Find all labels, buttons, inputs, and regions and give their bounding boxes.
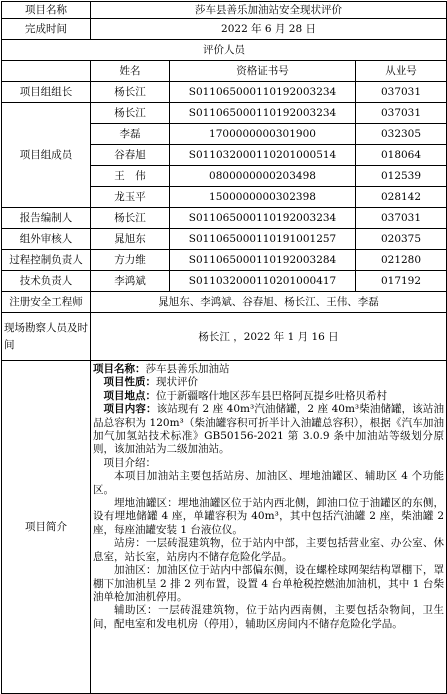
member-cert: 1500000000302398 bbox=[170, 187, 356, 208]
completion-value: 2022 年 6 月 28 日 bbox=[91, 19, 447, 40]
review-label: 组外审核人 bbox=[2, 229, 91, 250]
project-name-label: 项目名称 bbox=[2, 2, 91, 19]
member-name: 王 伟 bbox=[91, 166, 170, 187]
review-cert: S011065000110191001257 bbox=[170, 229, 356, 250]
members-label: 项目组成员 bbox=[2, 103, 91, 208]
member-empno: 037031 bbox=[356, 103, 447, 124]
report-empno: 037031 bbox=[356, 208, 447, 229]
review-name: 晁旭东 bbox=[91, 229, 170, 250]
process-name: 方力维 bbox=[91, 250, 170, 271]
intro-station-house: 站房：一层砖混建筑物，位于站内中部，主要包括营业室、办公室、休息室，站长室，站房内不储存危险化学品。 bbox=[93, 537, 445, 563]
intro-row bbox=[2, 361, 447, 694]
leader-label: 项目组组长 bbox=[2, 82, 91, 103]
member-cert: 0800000000203498 bbox=[170, 166, 356, 187]
member-name: 龙玉平 bbox=[91, 187, 170, 208]
survey-value: 杨长江 ，2022 年 1 月 16 日 bbox=[91, 313, 447, 361]
member-row bbox=[2, 103, 447, 124]
column-header-row bbox=[2, 61, 447, 82]
project-name-value: 莎车县善乐加油站安全现状评价 bbox=[91, 2, 447, 19]
tech-empno: 017192 bbox=[356, 271, 447, 292]
tech-row bbox=[2, 271, 447, 292]
intro-content-label: 项目内容： bbox=[103, 403, 157, 416]
survey-row bbox=[2, 313, 447, 361]
member-empno: 028142 bbox=[356, 187, 447, 208]
intro-location-value: 位于新疆喀什地区莎车县巴格阿瓦提乡吐格贝希村 bbox=[156, 389, 387, 402]
completion-row bbox=[2, 19, 447, 40]
tech-cert: S011032000110201000417 bbox=[170, 271, 356, 292]
intro-text bbox=[93, 363, 444, 631]
member-name: 李磊 bbox=[91, 124, 170, 145]
intro-overview: 本项目加油站主要包括站房、加油区、埋地油罐区、辅助区 4 个功能区。 bbox=[93, 470, 445, 496]
safety-engineer-label: 注册安全工程师 bbox=[2, 292, 91, 313]
col-cert-header: 资格证书号 bbox=[170, 61, 356, 82]
intro-tank-area: 埋地油罐区：埋地油罐区位于站内西北侧，卸油口位于油罐区的东侧，设有埋地储罐 4 座，单罐容积为 40m³，其中包括汽油罐 2 座，柴油罐 2 座，每座油罐安装 1 台液位仪。 bbox=[93, 497, 445, 536]
member-cert: S011065000110192003234 bbox=[170, 103, 356, 124]
intro-name-value: 莎车县善乐加油站 bbox=[145, 363, 230, 375]
evaluation-table bbox=[1, 1, 447, 694]
survey-label: 现场勘察人员及时间 bbox=[2, 313, 91, 361]
col-name-header: 姓名 bbox=[91, 61, 170, 82]
project-name-row bbox=[2, 2, 447, 19]
process-empno: 021280 bbox=[356, 250, 447, 271]
member-cert: 1700000000301900 bbox=[170, 124, 356, 145]
intro-content bbox=[91, 361, 447, 694]
member-cert: S011032000110201000514 bbox=[170, 145, 356, 166]
leader-row bbox=[2, 82, 447, 103]
intro-fuel-area: 加油区：加油区位于站内中部偏东侧，设在螺栓球网架结构罩棚下，罩棚下加油机呈 2 排 2 列布置，设置 4 台单枪税控燃油加油机，其中 1 台柴油单枪加油机停用。 bbox=[93, 564, 445, 603]
intro-overview-title: 项目介绍： bbox=[103, 456, 156, 469]
report-cert: S011065000110192003234 bbox=[170, 208, 356, 229]
intro-nature-label: 项目性质： bbox=[103, 376, 156, 389]
member-name: 杨长江 bbox=[91, 103, 170, 124]
leader-cert: S011065000110192003234 bbox=[170, 82, 356, 103]
report-row bbox=[2, 208, 447, 229]
process-label: 过程控制负责人 bbox=[2, 250, 91, 271]
intro-name-label: 项目名称： bbox=[93, 363, 146, 375]
intro-label: 项目简介 bbox=[2, 361, 91, 694]
process-cert: S011065000110192003284 bbox=[170, 250, 356, 271]
intro-content-value: 该站现有 2 座 40m³汽油储罐，2 座 40m³柴油储罐，该站油品总容积为 120m³（柴油罐容积可折半计入油罐总容积），根据《汽车加油加气加氢站技术标准》GB50156-2021 第 3.0.9 条中加油站等级划分原则，该加油站为二级加油站。 bbox=[93, 403, 445, 456]
tech-name: 李鸿斌 bbox=[91, 271, 170, 292]
evaluators-header-row bbox=[2, 40, 447, 61]
process-row bbox=[2, 250, 447, 271]
col-empno-header: 从业号 bbox=[356, 61, 447, 82]
member-empno: 018064 bbox=[356, 145, 447, 166]
member-empno: 012539 bbox=[356, 166, 447, 187]
report-label: 报告编制人 bbox=[2, 208, 91, 229]
member-name: 谷春旭 bbox=[91, 145, 170, 166]
completion-label: 完成时间 bbox=[2, 19, 91, 40]
evaluators-header: 评价人员 bbox=[2, 40, 447, 61]
safety-engineer-value: 晁旭东、李鸿斌、谷春旭、杨长江、王伟、李磊 bbox=[91, 292, 447, 313]
leader-empno: 037031 bbox=[356, 82, 447, 103]
leader-name: 杨长江 bbox=[91, 82, 170, 103]
safety-engineer-row bbox=[2, 292, 447, 313]
intro-nature-value: 现状评价 bbox=[156, 376, 198, 389]
tech-label: 技术负责人 bbox=[2, 271, 91, 292]
review-empno: 020375 bbox=[356, 229, 447, 250]
report-name: 杨长江 bbox=[91, 208, 170, 229]
empty-header-cell bbox=[2, 61, 91, 82]
review-row bbox=[2, 229, 447, 250]
intro-location-label: 项目地点： bbox=[103, 389, 156, 402]
intro-aux-area: 辅助区：一层砖混建筑物，位于站内西南侧，主要包括杂物间，卫生间，配电室和发电机房（停用），辅助区房间内不储存危险化学品。 bbox=[93, 604, 445, 630]
member-empno: 032305 bbox=[356, 124, 447, 145]
